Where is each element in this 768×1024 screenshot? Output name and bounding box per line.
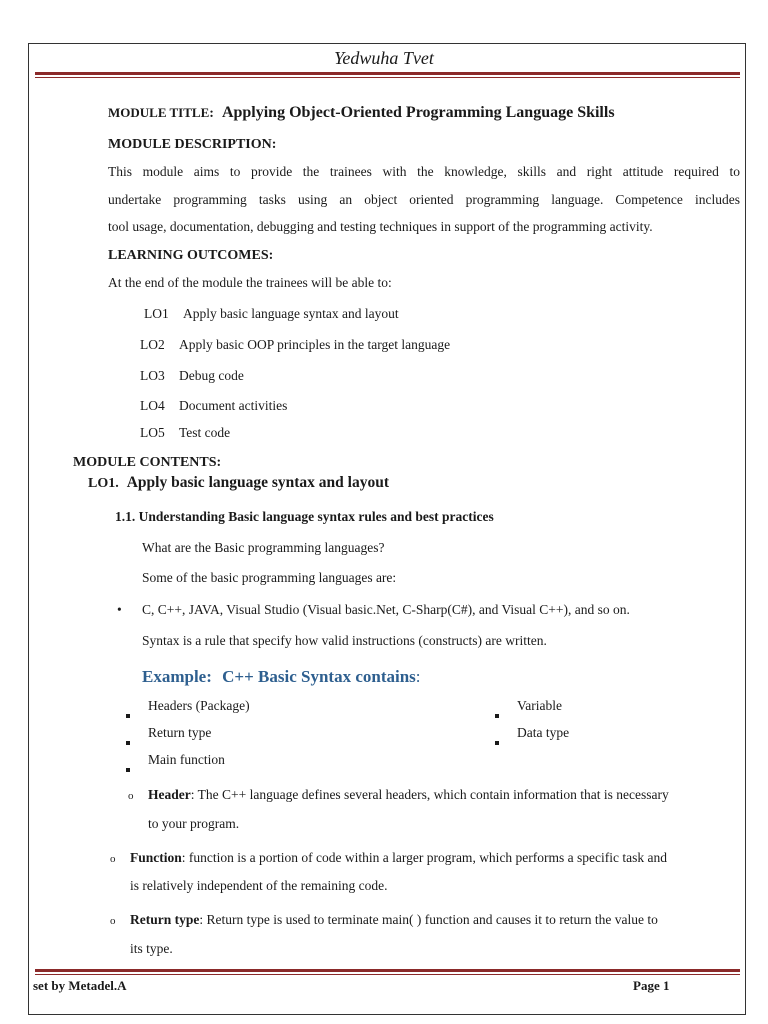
outcome-text: Test code — [179, 425, 231, 440]
header-definition-line1 — [148, 787, 669, 803]
header-rule — [35, 72, 740, 78]
header-term: Header — [148, 787, 191, 802]
outcome-code: LO5 — [140, 425, 165, 440]
syntax-list-item: Headers (Package) — [148, 698, 250, 713]
header-definition-text: : The C++ language defines several headers, which contain information that is necessary — [190, 787, 669, 802]
function-term: Function — [130, 850, 182, 865]
square-bullet — [126, 705, 130, 723]
description-line: undertake programming tasks using an object oriented programming language. Competence includes — [108, 191, 740, 207]
lo1-heading — [88, 474, 389, 492]
module-title-text: Applying Object-Oriented Programming Language Skills — [221, 104, 615, 121]
example-text: C++ Basic Syntax contains — [222, 667, 416, 686]
module-title-label: MODULE TITLE — [108, 105, 210, 120]
module-title-colon: : — [209, 106, 214, 121]
footer-rule — [35, 969, 740, 975]
outcome-code: LO3 — [140, 368, 165, 383]
outcome-code: LO4 — [140, 398, 165, 413]
header-title: Yedwuha Tvet — [334, 48, 434, 68]
section-1-1-heading: 1.1. Understanding Basic language syntax rules and best practices — [115, 509, 494, 524]
example-label: Example: — [142, 667, 212, 686]
outcome-code: LO2 — [140, 337, 165, 352]
function-definition-line2: is relatively independent of the remaining code. — [130, 878, 388, 893]
square-bullet — [126, 759, 130, 777]
return-definition-text: : Return type is used to terminate main( ) function and causes it to return the value to — [199, 912, 658, 927]
lo1-title: Apply basic language syntax and layout — [126, 474, 390, 491]
module-description-heading: MODULE DESCRIPTION: — [108, 137, 277, 152]
syntax-list-item: Return type — [148, 725, 212, 740]
outcome-code: LO1 — [144, 306, 169, 321]
module-description-text — [108, 158, 740, 241]
page-number: Page 1 — [633, 978, 670, 993]
example-colon: : — [415, 667, 421, 686]
header-definition-line2: to your program. — [148, 816, 240, 831]
bullet-dot: • — [117, 602, 122, 617]
outcome-text: Debug code — [179, 368, 244, 383]
syntax-list-item: Data type — [517, 725, 570, 740]
languages-bullet-text: C, C++, JAVA, Visual Studio (Visual basic.Net, C-Sharp(C#), and Visual C++), and so on. — [142, 602, 630, 617]
outcome-text: Apply basic language syntax and layout — [183, 306, 399, 321]
example-heading — [142, 667, 421, 687]
description-line: tool usage, documentation, debugging and testing techniques in support of the programming activity. — [108, 219, 653, 234]
square-bullet — [495, 705, 499, 723]
description-line: This module aims to provide the trainees with the knowledge, skills and right attitude required to — [108, 164, 740, 179]
module-contents-heading: MODULE CONTENTS: — [73, 455, 222, 470]
learning-outcomes-intro: At the end of the module the trainees will be able to: — [108, 275, 392, 290]
return-definition-line2: its type. — [130, 941, 173, 956]
return-term: Return type — [130, 912, 200, 927]
syntax-list-item: Main function — [148, 752, 225, 767]
square-bullet — [126, 732, 130, 750]
question-text: Some of the basic programming languages are: — [142, 570, 397, 585]
outcome-text: Apply basic OOP principles in the target language — [179, 337, 451, 352]
circle-bullet: o — [128, 790, 134, 802]
return-definition-line1 — [130, 912, 658, 928]
syntax-list-item: Variable — [517, 698, 562, 713]
function-definition-line1 — [130, 850, 667, 866]
question-text: What are the Basic programming languages? — [142, 540, 385, 555]
footer-author: set by Metadel.A — [33, 978, 127, 993]
square-bullet — [495, 732, 499, 750]
module-title — [108, 104, 615, 122]
lo1-code: LO1. — [88, 476, 119, 491]
function-definition-text: : function is a portion of code within a larger program, which performs a specific task and — [181, 850, 667, 865]
outcome-text: Document activities — [179, 398, 288, 413]
circle-bullet: o — [110, 853, 116, 865]
syntax-definition: Syntax is a rule that specify how valid instructions (constructs) are written. — [142, 633, 547, 648]
learning-outcomes-heading: LEARNING OUTCOMES: — [108, 248, 274, 263]
circle-bullet: o — [110, 915, 116, 927]
